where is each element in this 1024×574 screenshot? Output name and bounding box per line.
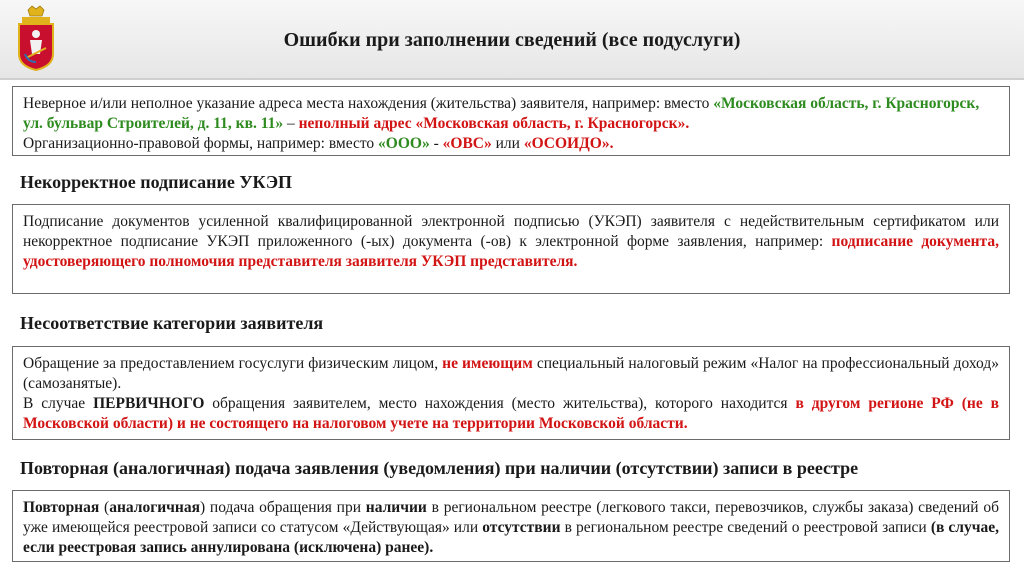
primary-emphasis: ПЕРВИЧНОГО: [93, 395, 205, 412]
category-error-box: [12, 346, 1010, 440]
presence-emphasis: наличии: [365, 499, 427, 516]
annulled-note: (в случае, если реестровая запись аннулирована (исключена) ранее).: [23, 519, 999, 556]
text-segment: ) подача обращения при: [200, 499, 366, 516]
text-segment: обращения заявителем, место нахождения (место жительства), которого находится: [204, 395, 796, 412]
text-segment: В случае: [23, 395, 94, 412]
text-segment: или: [491, 135, 524, 152]
page-title: Ошибки при заполнении сведений (все подуслуги): [283, 29, 741, 51]
repeat-application-text: [23, 498, 999, 558]
absence-emphasis: отсутствии: [482, 519, 561, 536]
address-error-box: [12, 86, 1010, 156]
address-error-text: [23, 94, 999, 134]
text-segment: Организационно-правовой формы, например: вместо: [23, 135, 379, 152]
repeat-emphasis: Повторная: [23, 499, 100, 516]
correct-address-example: «Московская область, г. Красногорск, ул. бульвар Строителей, д. 11, кв. 11»: [23, 95, 980, 132]
text-segment: Обращение за предоставлением госуслуги физическим лицом,: [23, 355, 443, 372]
signature-error-example: подписание документа, удостоверяющего полномочия представителя заявителя УКЭП представителя.: [23, 233, 999, 270]
section-heading-category: Несоответствие категории заявителя: [20, 313, 324, 333]
text-segment: специальный налоговый режим «Налог на профессиональный доход» (самозанятые).: [23, 355, 999, 392]
text-segment: (: [99, 499, 110, 516]
text-segment: Подписание документов усиленной квалифицированной электронной подписью (УКЭП) заявителя с недействительным сертификатом или некорректное подписание УКЭП приложенного (-ых) документа (-ов) к электронной форме заявления, например:: [23, 213, 999, 250]
incorrect-legal-form-1: «ОВС»: [442, 135, 492, 152]
legal-form-error-text: [23, 134, 999, 154]
section-heading-signature: Некорректное подписание УКЭП: [20, 172, 293, 192]
text-segment: –: [283, 115, 299, 132]
self-employed-text: [23, 354, 999, 394]
text-segment: -: [429, 135, 443, 152]
signature-error-box: [12, 204, 1010, 294]
other-region-highlight: в другом регионе РФ (не в Московской области) и не состоящего на налоговом учете на территории Московской области.: [23, 395, 999, 432]
other-region-text: [23, 394, 999, 434]
correct-legal-form: «ООО»: [378, 135, 430, 152]
text-segment: Неверное и/или неполное указание адреса места нахождения (жительства) заявителя, например: вместо: [23, 95, 714, 112]
header-bar: [0, 0, 1024, 80]
repeat-application-box: [12, 490, 1010, 562]
text-segment: в региональном реестре сведений о реестровой записи: [560, 519, 931, 536]
incorrect-address-example: неполный адрес «Московская область, г. Красногорск».: [298, 115, 690, 132]
not-having-highlight: не имеющим: [442, 355, 533, 372]
text-segment: в региональном реестре (легкового такси, перевозчиков, службы заказа) сведений об уже имеющейся реестровой записи со статусом «Действующая» или: [23, 499, 999, 536]
section-heading-repeat: Повторная (аналогичная) подача заявления (уведомления) при наличии (отсутствии) записи в реестре: [20, 458, 859, 478]
similar-emphasis: аналогичная: [109, 499, 200, 516]
signature-error-text: [23, 212, 999, 272]
incorrect-legal-form-2: «ОСОИДО».: [523, 135, 614, 152]
